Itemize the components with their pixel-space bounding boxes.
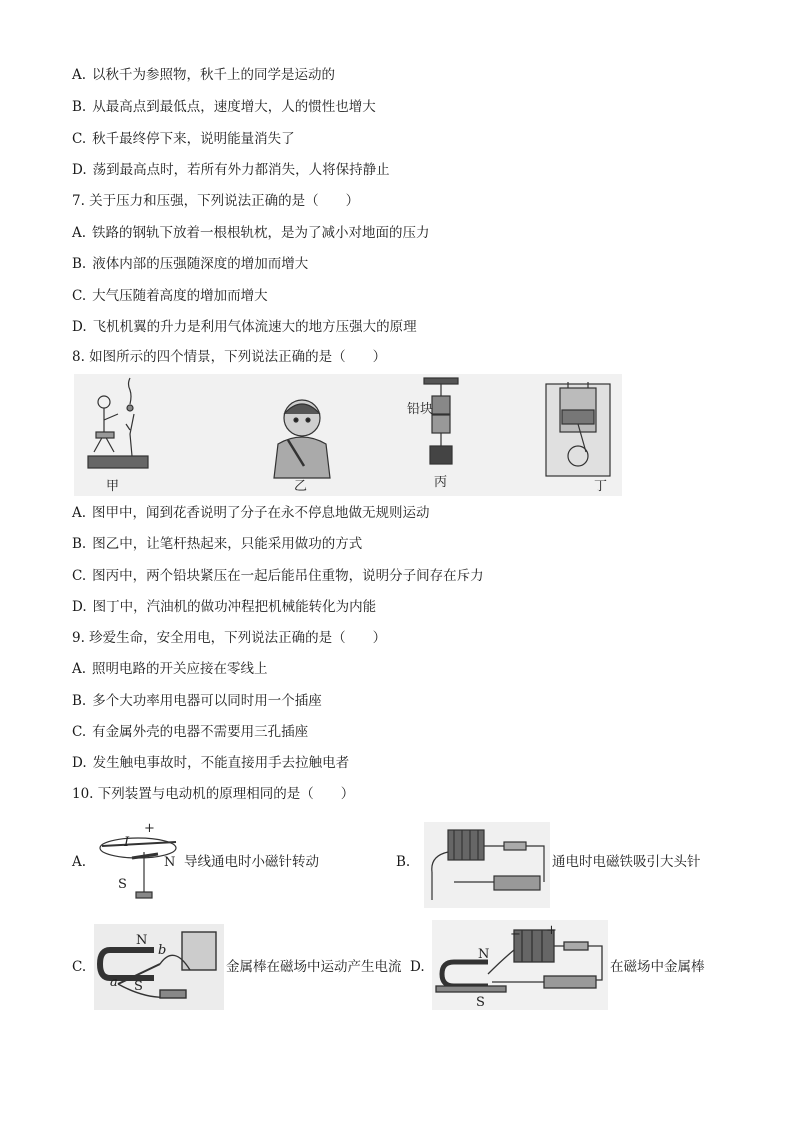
q10-stem: 10. 下列装置与电动机的原理相同的是（ ） [72, 786, 355, 802]
figure-label-yi: 乙 [294, 479, 308, 494]
q10-d-plus-sign: + [546, 923, 557, 938]
q8-option-a: A. 图甲中，闻到花香说明了分子在永不停息地做无规则运动 [72, 505, 430, 521]
q9-option-d: D. 发生触电事故时，不能直接用手去拉触电者 [72, 755, 350, 771]
q7-option-a: A. 铁路的钢轨下放着一根根轨枕，是为了减小对地面的压力 [72, 225, 430, 241]
q10-figure-a [96, 818, 180, 902]
q7-option-d: D. 飞机机翼的升力是利用气体流速大的地方压强大的原理 [72, 319, 417, 335]
q10-a-current-label: I [124, 835, 130, 850]
q8-figure-background [74, 374, 622, 496]
q7-option-c: C. 大气压随着高度的增加而增大 [72, 288, 268, 304]
q8-figure [74, 374, 622, 496]
q7-option-b: B. 液体内部的压强随深度的增加而增大 [72, 256, 309, 272]
q10-option-c-label: C. [72, 959, 87, 975]
q6-option-c: C. 秋千最终停下来，说明能量消失了 [72, 131, 295, 147]
q7-stem: 7. 关于压力和压强，下列说法正确的是（ ） [72, 193, 360, 209]
q10-d-minus-sign: − [510, 927, 521, 942]
q6-option-a: A. 以秋千为参照物，秋千上的同学是运动的 [72, 67, 336, 83]
q9-option-b: B. 多个大功率用电器可以同时用一个插座 [72, 693, 322, 709]
figure-text-lead-block: 铅块 [407, 402, 434, 417]
q10-figure-c [94, 924, 224, 1010]
figure-label-jia: 甲 [106, 479, 120, 494]
q10-option-b-caption: 通电时电磁铁吸引大头针 [552, 854, 701, 870]
q8-option-d: D. 图丁中，汽油机的做功冲程把机械能转化为内能 [72, 599, 377, 615]
figure-label-ding: 丁 [594, 479, 608, 494]
q10-d-north-label: N [478, 947, 490, 962]
q10-option-d-caption: 在磁场中金属棒 [610, 959, 705, 975]
q10-figure-d [432, 920, 608, 1010]
q10-option-c-caption: 金属棒在磁场中运动产生电流 [226, 959, 402, 975]
q6-option-b: B. 从最高点到最低点，速度增大，人的惯性也增大 [72, 99, 376, 115]
q10-option-a-caption: 导线通电时小磁针转动 [184, 854, 319, 870]
q10-figure-b [424, 822, 550, 908]
q10-option-a-label: A. [72, 854, 87, 870]
q10-d-south-label: S [476, 995, 485, 1010]
q10-c-south-label: S [134, 979, 143, 994]
q10-option-b-label: B. [396, 854, 411, 870]
q9-option-c: C. 有金属外壳的电器不需要用三孔插座 [72, 724, 309, 740]
q10-a-south-label: S [118, 877, 127, 892]
q10-c-a-label: a [110, 975, 118, 990]
figure-label-bing: 丙 [434, 475, 448, 490]
q10-c-north-label: N [136, 933, 148, 948]
figure-ding-illustration [546, 382, 610, 476]
q9-stem: 9. 珍爱生命，安全用电，下列说法正确的是（ ） [72, 630, 387, 646]
q10-option-d-label: D. [410, 959, 425, 975]
q8-stem: 8. 如图所示的四个情景，下列说法正确的是（ ） [72, 349, 387, 365]
q6-option-d: D. 荡到最高点时，若所有外力都消失，人将保持静止 [72, 162, 390, 178]
q10-a-plus-sign: + [144, 821, 155, 836]
q8-option-c: C. 图丙中，两个铅块紧压在一起后能吊住重物，说明分子间存在斥力 [72, 568, 484, 584]
q10-a-north-label: N [164, 855, 176, 870]
q9-option-a: A. 照明电路的开关应接在零线上 [72, 661, 268, 677]
q10-c-b-label: b [158, 943, 167, 958]
q8-option-b: B. 图乙中，让笔杆热起来，只能采用做功的方式 [72, 536, 363, 552]
